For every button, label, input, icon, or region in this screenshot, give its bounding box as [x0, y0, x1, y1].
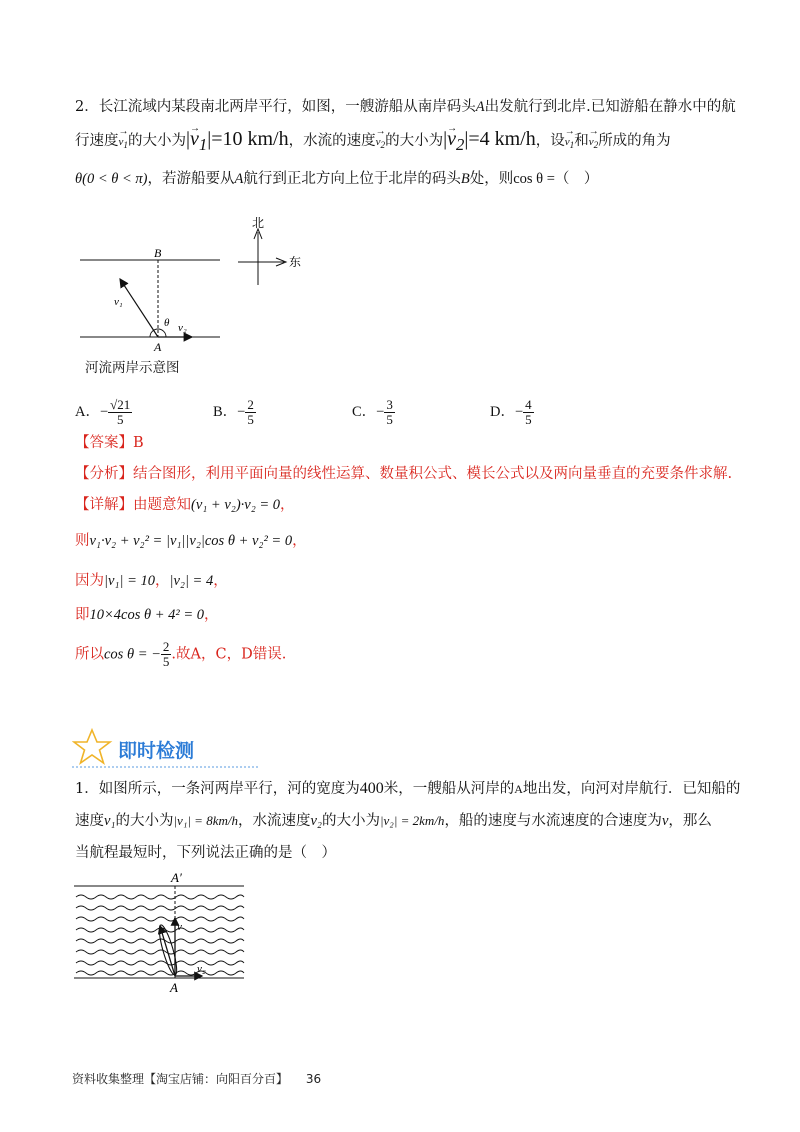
- option-a: [75, 398, 132, 427]
- q2-point-b: B: [460, 171, 470, 187]
- v2-magnitude: |→ $v_2|=4$ km/h: [443, 128, 536, 150]
- wave: [76, 961, 244, 965]
- detail-text: 所以: [75, 646, 104, 663]
- detail-text: ，: [213, 573, 228, 589]
- page-number: 36: [305, 1072, 322, 1086]
- q2-line-2: [75, 128, 671, 156]
- wavy-river-diagram: [72, 868, 252, 996]
- q1-line-1: [75, 778, 740, 800]
- v1-symbol: v₁: [104, 813, 116, 829]
- fraction-denominator: 5: [525, 412, 532, 427]
- theta-range: θ(0 < θ < π): [75, 171, 148, 187]
- detail-formula: |v₁| = 10: [104, 573, 155, 589]
- analysis-line: [75, 463, 732, 485]
- q2-text: ，若游船要从: [147, 171, 235, 187]
- q2-text: 航行到正北方向上位于北岸的码头: [243, 171, 461, 187]
- q2-text: 行速度: [75, 133, 119, 149]
- label-v2: v₂: [197, 963, 206, 975]
- option-d-label: D．: [490, 403, 515, 420]
- q2-line-1: [75, 96, 736, 118]
- q1-line-2: [75, 810, 712, 832]
- option-b-label: B．: [213, 403, 238, 420]
- wave: [76, 928, 244, 932]
- v2-magnitude: |v₂| = 2km/h: [379, 813, 445, 828]
- fraction-numerator: 2: [162, 639, 170, 654]
- detail-formula: v₁·v₂ + v₂² = |v₁||v₂|cos θ + v₂² = 0: [89, 533, 293, 549]
- detail-text: 则: [75, 533, 90, 549]
- label-a-prime: A′: [171, 870, 182, 885]
- detail-line-2: [75, 530, 307, 552]
- detail-fraction: [161, 640, 172, 669]
- q2-point-a: A: [234, 171, 244, 187]
- label-v1: v₁: [114, 296, 123, 308]
- q1-text: 的大小为: [321, 813, 380, 829]
- option-a-label: A．: [75, 403, 100, 420]
- detail-formula: 10×4cos θ + 4² = 0: [89, 607, 205, 623]
- minus-sign: −: [514, 403, 524, 420]
- detail-text: 由题意知: [133, 497, 191, 513]
- v2-magnitude-value: =4 km/h: [468, 128, 536, 150]
- wave: [76, 895, 244, 899]
- detail-text: ，: [292, 533, 307, 549]
- wave: [76, 906, 244, 910]
- detail-line-4: [75, 604, 219, 626]
- detail-tag: 【详解】: [75, 497, 133, 513]
- fraction-numerator: 2: [247, 397, 254, 412]
- option-d-fraction: [523, 398, 534, 427]
- q1-text: 的大小为: [115, 813, 174, 829]
- section-title: 即时检测: [118, 740, 195, 762]
- q1-text: 速度: [75, 813, 104, 829]
- wave: [76, 917, 244, 921]
- v2-symbol: v₂: [310, 813, 322, 829]
- detail-text: .故A，C，D错误.: [171, 646, 287, 663]
- option-c-label: C．: [352, 403, 377, 420]
- q2-text: 的大小为: [127, 133, 186, 149]
- fraction-denominator: 5: [386, 412, 393, 427]
- label-north: 北: [252, 216, 265, 230]
- star-icon: [74, 730, 110, 763]
- q2-point-a: A: [475, 99, 485, 115]
- minus-sign: −: [99, 403, 109, 420]
- option-b: [213, 398, 256, 427]
- label-theta: θ: [164, 317, 170, 329]
- label-b: B: [154, 246, 162, 260]
- option-a-fraction: [108, 398, 132, 427]
- figure-caption: 河流两岸示意图: [85, 360, 180, 376]
- v2-symbol: → $v_2$: [589, 131, 598, 156]
- q2-line-3: [75, 168, 598, 190]
- q2-text: 处，则: [469, 171, 514, 187]
- v1-symbol: → $v_1$: [119, 131, 128, 156]
- option-c: [352, 398, 395, 427]
- q2-text: 和: [574, 133, 589, 149]
- q1-point-a: A: [514, 782, 523, 796]
- fraction-numerator: 4: [525, 397, 532, 412]
- analysis-tag: 【分析】: [75, 466, 133, 482]
- detail-text: 因为: [75, 573, 104, 589]
- river-banks-diagram: [70, 215, 330, 375]
- option-d: [490, 398, 534, 427]
- page-footer: [72, 1070, 321, 1087]
- detail-formula: (v₁ + v₂)·v₂ = 0: [191, 497, 281, 513]
- wave: [76, 950, 244, 954]
- v1-magnitude: |→ $v_1|=10$ km/h: [186, 128, 289, 150]
- fraction-denominator: 5: [247, 412, 254, 427]
- q1-text: 1．如图所示，一条河两岸平行，河的宽度为: [75, 781, 360, 797]
- q1-text: ，船的速度与水流速度的合速度为: [444, 813, 662, 829]
- answer-line: 【答案】B: [75, 435, 144, 451]
- cos-theta-question: cos θ =（ ）: [513, 171, 599, 187]
- q2-text: ，设: [535, 133, 565, 149]
- q2-text: 所成的角为: [598, 133, 671, 149]
- q1-text: 地出发，向河对岸航行．已知船的: [522, 781, 741, 797]
- label-a: A: [170, 980, 178, 995]
- label-a: A: [154, 340, 162, 354]
- v2-symbol: → $v_2$: [376, 131, 385, 156]
- option-b-fraction: [245, 398, 256, 427]
- q1-line-3: 当航程最短时，下列说法正确的是（ ）: [75, 845, 336, 861]
- fraction-numerator: 3: [386, 397, 393, 412]
- minus-sign: −: [376, 403, 385, 420]
- detail-line-3: [75, 570, 228, 592]
- fraction-numerator: √21: [110, 397, 131, 412]
- fraction-denominator: 5: [162, 654, 170, 669]
- detail-text: ，: [154, 573, 170, 589]
- q2-text: ，水流的速度: [288, 133, 376, 149]
- detail-formula: cos θ = −: [104, 646, 161, 663]
- q1-text: ，水流速度: [237, 813, 311, 829]
- detail-line-1: [75, 494, 295, 516]
- q2-text: 2．长江流域内某段南北两岸平行，如图，一艘游船从南岸码头: [75, 99, 476, 115]
- v-symbol: v: [661, 813, 669, 829]
- q1-text: 米，一艘船从河岸的: [383, 781, 515, 797]
- label-v: v: [177, 921, 182, 933]
- option-c-fraction: [384, 398, 395, 427]
- v1-magnitude: |v₁| = 8km/h: [173, 813, 238, 828]
- detail-formula: |v₂| = 4: [169, 573, 214, 589]
- q1-text: ，那么: [668, 813, 712, 829]
- detail-line-5: [75, 640, 286, 669]
- v1-arrow: [120, 279, 158, 337]
- detail-text: ，: [204, 607, 219, 623]
- detail-text: 即: [75, 607, 90, 623]
- detail-text: ，: [280, 497, 295, 513]
- river-width-value: 400: [359, 780, 384, 797]
- label-east: 东: [289, 255, 302, 269]
- q2-text: 出发航行到北岸.已知游船在静水中的航: [484, 99, 736, 115]
- v1-magnitude-value: =10 km/h: [211, 128, 289, 150]
- fraction-denominator: 5: [116, 412, 124, 427]
- minus-sign: −: [237, 403, 246, 420]
- wave: [76, 971, 244, 975]
- q2-text: 的大小为: [385, 133, 444, 149]
- analysis-text: 结合图形，利用平面向量的线性运算、数量积公式、模长公式以及两向量垂直的充要条件求解.: [133, 466, 733, 482]
- footer-text: 资料收集整理【淘宝店铺：向阳百分百】: [72, 1072, 289, 1086]
- label-v2: v₂: [178, 322, 187, 334]
- v1-symbol: → $v_1$: [565, 131, 574, 156]
